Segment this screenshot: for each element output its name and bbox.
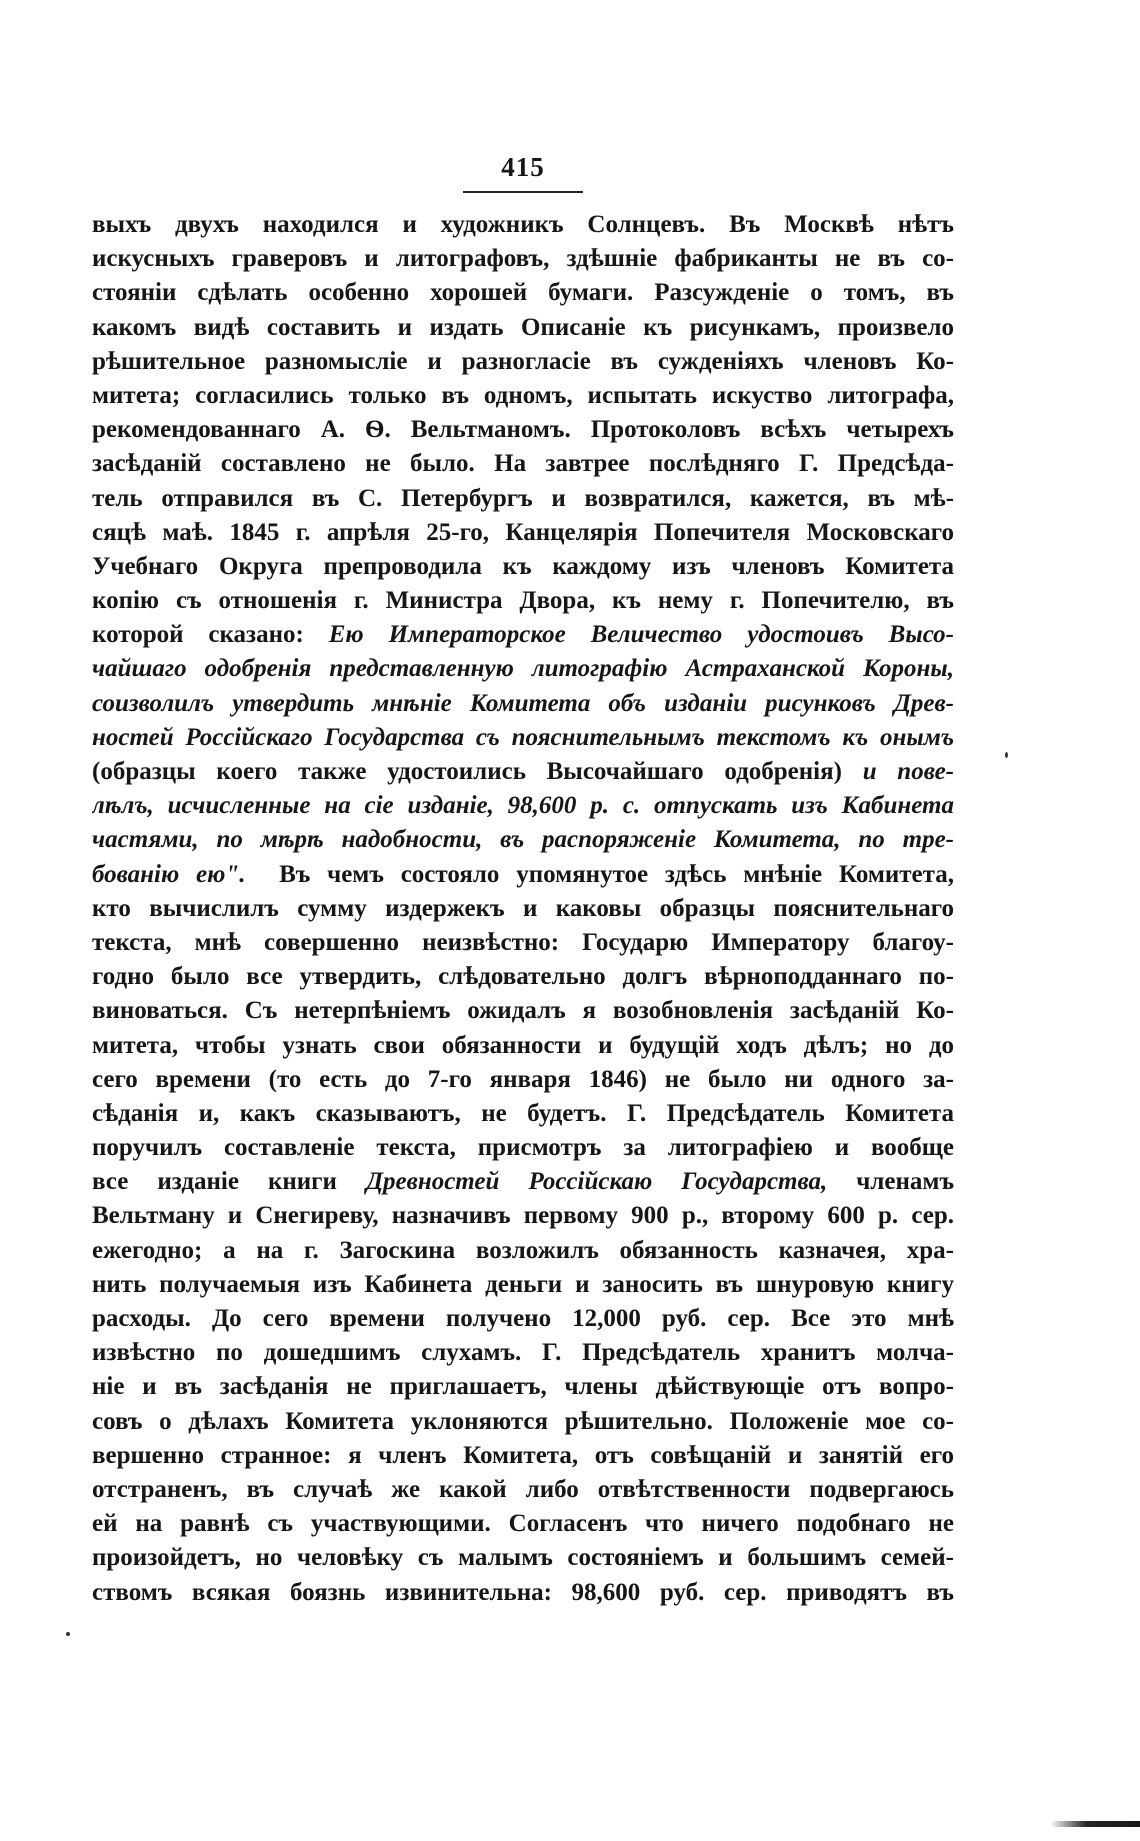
italic-quote: бованію ею". — [92, 860, 246, 888]
italic-quote: лѣлъ, исчисленные на сіе изданіе, 98,600 р. с. отпускать изъ Кабинета — [92, 792, 954, 820]
italic-line — [92, 687, 954, 721]
italic-line — [92, 721, 954, 755]
italic-line — [92, 789, 954, 823]
text-line: вершенно странное: я членъ Комитета, отъ совѣщаній и занятій его — [92, 1441, 954, 1469]
text-line: ствомъ всякая боязнь извинительна: 98,600 руб. сер. приводятъ въ — [92, 1578, 954, 1606]
italic-line — [92, 652, 954, 686]
scan-edge-mark — [1050, 1821, 1140, 1827]
text-segment: все изданіе книги — [92, 1168, 337, 1196]
text-line: сяцѣ маѣ. 1845 г. апрѣля 25-го, Канцелярія Попечителя Московскаго — [92, 518, 954, 546]
text-line: Вельтману и Снегиреву, назначивъ первому 900 р., второму 600 р. сер. — [92, 1202, 954, 1230]
text-line: отстраненъ, въ случаѣ же какой либо отвѣтственности подвергаюсь — [92, 1475, 954, 1503]
text-line: копію съ отношенія г. Министра Двора, къ нему г. Попечителю, въ — [92, 587, 954, 615]
text-line-mixed — [92, 755, 954, 789]
text-line: какомъ видѣ составить и издать Описаніе къ рисункамъ, произвело — [92, 313, 954, 341]
italic-quote: ностей Россійскаго Государства съ пояснительнымъ текстомъ къ онымъ — [92, 723, 954, 751]
italic-quote: соизволилъ утвердить мнѣніе Комитета объ изданіи рисунковъ Древ- — [92, 689, 954, 717]
text-segment: Въ чемъ состояло упомянутое здѣсь мнѣніе Комитета, — [279, 860, 954, 888]
text-line-mixed — [92, 618, 954, 652]
text-line: рекомендованнаго А. Ѳ. Вельтманомъ. Протоколовъ всѣхъ четырехъ — [92, 416, 954, 444]
text-line: текста, мнѣ совершенно неизвѣстно: Государю Императору благоу- — [92, 928, 954, 956]
italic-line — [92, 823, 954, 857]
italic-quote: Ею Императорское Величество удостоивъ Высо- — [328, 621, 954, 649]
text-line: митета, чтобы узнать свои обязанности и будущій ходъ дѣлъ; но до — [92, 1031, 954, 1059]
text-line: виноваться. Съ нетерпѣніемъ ожидалъ я возобновленія засѣданій Ко- — [92, 997, 954, 1025]
text-segment: которой сказано: — [92, 621, 304, 649]
text-line: ніе и въ засѣданія не приглашаетъ, члены дѣйствующіе отъ вопро- — [92, 1373, 954, 1401]
text-segment: членамъ — [856, 1168, 954, 1196]
italic-quote: и пове- — [862, 758, 954, 785]
text-line: стояніи сдѣлать особенно хорошей бумаги. Разсужденіе о томъ, въ — [92, 279, 954, 307]
text-line: совъ о дѣлахъ Комитета уклоняются рѣшительно. Положеніе мое со- — [92, 1407, 954, 1435]
italic-book-title: Древностей Россійскаю Государства, — [365, 1168, 828, 1196]
text-line: годно было все утвердить, слѣдовательно долгъ вѣрноподданнаго по- — [92, 963, 954, 991]
text-line: произойдетъ, но человѣку съ малымъ состояніемъ и большимъ семей- — [92, 1544, 954, 1572]
text-line: сего времени (то есть до 7-го января 1846) не было ни одного за- — [92, 1065, 954, 1093]
text-line: митета; согласились только въ одномъ, испытать искуство литографа, — [92, 381, 954, 409]
text-line-mixed — [92, 858, 954, 892]
text-line: ей на равнѣ съ участвующими. Согласенъ что ничего подобнаго не — [92, 1510, 954, 1538]
text-line: Учебнаго Округа препроводила къ каждому изъ членовъ Комитета — [92, 552, 954, 580]
text-line: расходы. До сего времени получено 12,000 руб. сер. Все это мнѣ — [92, 1305, 954, 1332]
text-line: засѣданій составлено не было. На завтрее послѣдняго Г. Предсѣда- — [92, 450, 954, 478]
text-line: выхъ двухъ находился и художникъ Солнцевъ. Въ Москвѣ нѣтъ — [92, 211, 954, 238]
text-line: рѣшительное разномысліе и разногласіе въ сужденіяхъ членовъ Ко- — [92, 347, 954, 375]
text-line: нить получаемыя изъ Кабинета деньги и заносить въ шнуровую книгу — [92, 1270, 954, 1298]
text-line: ежегодно; а на г. Загоскина возложилъ обязанность казначея, хра- — [92, 1236, 954, 1264]
italic-quote: чайшаго одобренія представленную литографію Астраханской Короны, — [92, 655, 954, 683]
text-line: кто вычислилъ сумму издержекъ и каковы образцы пояснительнаго — [92, 894, 954, 922]
text-line: тель отправился въ С. Петербургъ и возвратился, кажется, въ мѣ- — [92, 484, 954, 512]
text-line: сѣданія и, какъ сказываютъ, не будетъ. Г. Предсѣдатель Комитета — [92, 1099, 954, 1127]
text-segment: (образцы коего также удостоились Высочайшаго одобренія) — [92, 758, 842, 785]
text-line: извѣстно по дошедшимъ слухамъ. Г. Предсѣдатель хранитъ молча- — [92, 1339, 954, 1367]
italic-quote: частями, по мѣрѣ надобности, въ распоряженіе Комитета, по тре- — [92, 826, 954, 854]
body-text — [92, 208, 954, 1610]
text-line: искусныхъ граверовъ и литографовъ, здѣшніе фабриканты не въ со- — [92, 245, 954, 273]
scan-speck — [1005, 752, 1008, 758]
text-line-mixed — [92, 1165, 954, 1199]
page-number: 415 — [463, 152, 583, 193]
scan-speck — [66, 1632, 70, 1636]
text-line: поручилъ составленіе текста, присмотръ за литографіею и вообще — [92, 1134, 954, 1162]
